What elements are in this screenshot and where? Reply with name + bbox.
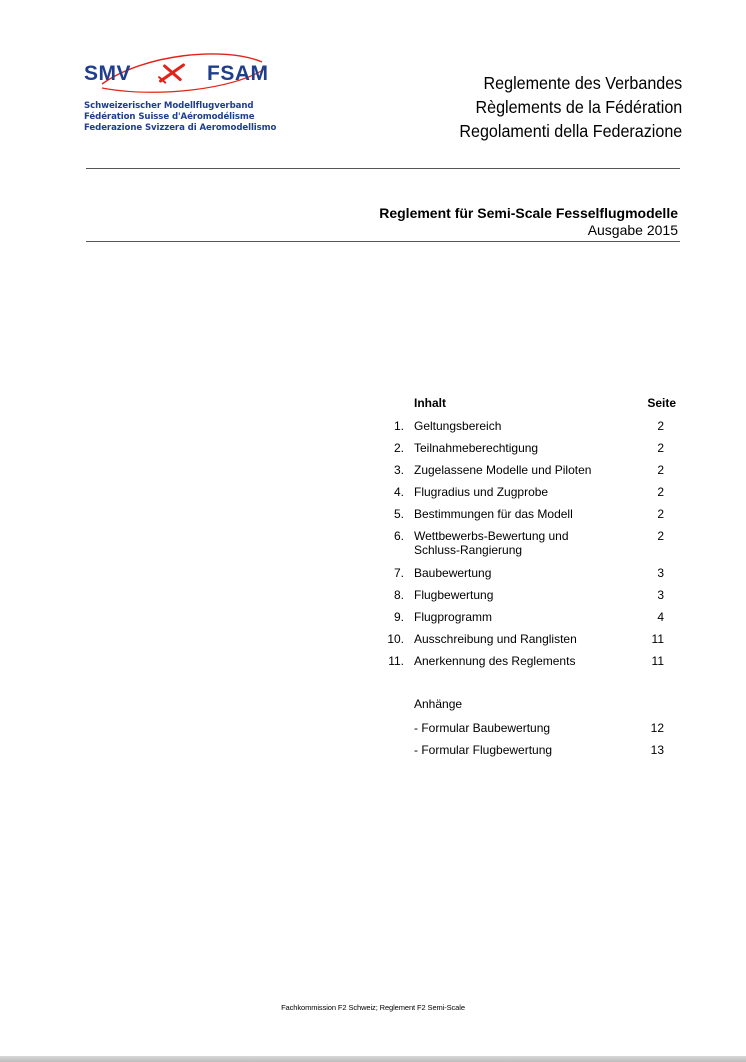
toc-entry-label: Flugradius und Zugprobe (414, 485, 549, 499)
toc-entry-number: 10. (387, 632, 404, 646)
header-title-fr: Règlements de la Fédération (475, 97, 682, 117)
annex-entry-label: - Formular Baubewertung (414, 721, 551, 735)
toc-entry-number: 6. (393, 529, 404, 543)
document-edition: Ausgabe 2015 (587, 222, 678, 238)
toc-entry-number: 3. (393, 463, 404, 477)
page-footer: Fachkommission F2 Schweiz; Reglement F2 Semi-Scale (281, 1003, 465, 1012)
toc-entry-label: Flugbewertung (414, 588, 494, 602)
annex-heading: Anhänge (414, 697, 463, 711)
toc-entry-page: 2 (657, 463, 664, 477)
logo-fsam-text: FSAM (207, 62, 269, 85)
header-title-it: Regolamenti della Federazione (459, 121, 682, 141)
toc-entry-number: 11. (388, 654, 404, 668)
toc-entry-page: 2 (657, 507, 664, 521)
toc-entry-label: Teilnahmeberechtigung (414, 441, 539, 455)
toc-entry-label: Anerkennung des Reglements (414, 654, 576, 668)
toc-entry-label: Ausschreibung und Ranglisten (414, 632, 577, 646)
toc-heading: Inhalt (414, 396, 446, 410)
header-title-de: Reglemente des Verbandes (483, 73, 682, 93)
toc-entry-page: 4 (657, 610, 664, 624)
toc-header (380, 396, 680, 412)
annex-entry-page: 13 (650, 743, 664, 757)
page-bottom-edge (0, 1056, 746, 1062)
header-divider (86, 168, 680, 169)
logo-line-fr: Fédération Suisse d'Aéromodélisme (84, 112, 255, 122)
toc-entry-label: Flugprogramm (414, 610, 493, 624)
header-titles (440, 71, 682, 143)
toc-entry-page: 11 (651, 654, 664, 668)
toc-entry-page: 2 (657, 441, 664, 455)
toc-entry-page: 3 (657, 566, 664, 580)
toc-entry-label: Baubewertung (414, 566, 492, 580)
annex-entry-page: 12 (650, 721, 664, 735)
toc-entry-page: 3 (657, 588, 664, 602)
toc-entry-number: 5. (393, 507, 404, 521)
toc-entry-number: 7. (393, 566, 404, 580)
toc-entry-number: 1. (393, 419, 404, 433)
toc-entry-label: Geltungsbereich (414, 419, 502, 433)
annex-entry-label: - Formular Flugbewertung (414, 743, 553, 757)
toc-entry-number: 9. (393, 610, 404, 624)
toc-page-heading: Seite (647, 396, 676, 410)
document-title: Reglement für Semi-Scale Fesselflugmodelle (379, 205, 678, 221)
logo-line-de: Schweizerischer Modellflugverband (84, 101, 254, 111)
toc-entry-number: 4. (393, 485, 404, 499)
toc-entry-number: 2. (393, 441, 404, 455)
toc-entry-page: 2 (657, 419, 664, 433)
toc-entry-page: 11 (651, 632, 664, 646)
toc-entry-page: 2 (657, 485, 664, 499)
toc-entry-page: 2 (657, 529, 664, 543)
toc-entry-label: Zugelassene Modelle und Piloten (414, 463, 592, 477)
toc-entry-number: 8. (393, 588, 404, 602)
toc-entry-label: Wettbewerbs-Bewertung und Schluss-Rangierung (414, 529, 569, 557)
logo-line-it: Federazione Svizzera di Aeromodellismo (84, 123, 277, 133)
title-divider (86, 241, 680, 242)
toc-entry-label: Bestimmungen für das Modell (414, 507, 573, 521)
logo-smv-text: SMV (84, 62, 132, 85)
smv-fsam-logo (84, 50, 277, 142)
